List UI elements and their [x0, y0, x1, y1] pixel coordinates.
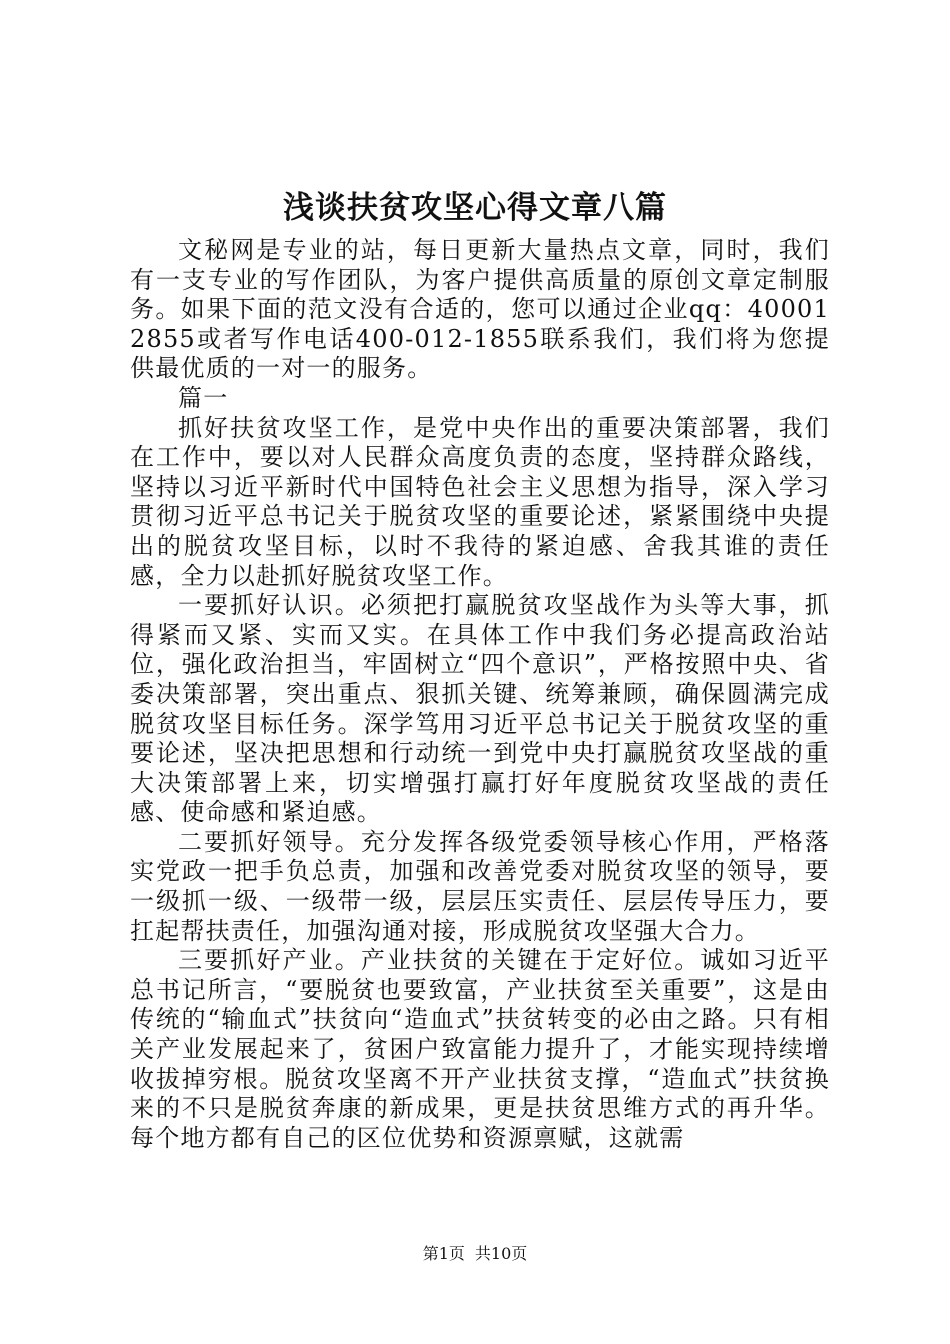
body-paragraph: 三要抓好产业。产业扶贫的关键在于定好位。诚如习近平总书记所言，“要脱贫也要致富，产业扶贫至关重要”，这是由传统的“输血式”扶贫向“造血式”扶贫转变的必由之路。只有相关产业发展起来了，贫困户致富能力提升了，才能实现持续增收拔掉穷根。脱贫攻坚离不开产业扶贫支撑，“造血式”扶贫换来的不只是脱贫奔康的新成果，更是扶贫思维方式的再升华。每个地方都有自己的区位优势和资源禀赋，这就需: [130, 946, 830, 1152]
page-footer: [0, 1243, 950, 1265]
body-paragraph: 二要抓好领导。充分发挥各级党委领导核心作用，严格落实党政一把手负总责，加强和改善党委对脱贫攻坚的领导，要一级抓一级、一级带一级，层层压实责任、层层传导压力，要扛起帮扶责任，加强沟通对接，形成脱贫攻坚强大合力。: [130, 827, 830, 945]
document-title: 浅谈扶贫攻坚心得文章八篇: [283, 190, 667, 226]
page-total: 共10页: [474, 1244, 528, 1263]
intro-paragraph: 文秘网是专业的站，每日更新大量热点文章，同时，我们有一支专业的写作团队，为客户提供高质量的原创文章定制服务。如果下面的范文没有合适的，您可以通过企业qq：400012855或者写作电话400-012-1855联系我们，我们将为您提供最优质的一对一的服务。: [130, 236, 830, 383]
body-paragraph: 抓好扶贫攻坚工作，是党中央作出的重要决策部署，我们在工作中，要以对人民群众高度负责的态度，坚持群众路线，坚持以习近平新时代中国特色社会主义思想为指导，深入学习贯彻习近平总书记关于脱贫攻坚的重要论述，紧紧围绕中央提出的脱贫攻坚目标，以时不我待的紧迫感、舍我其谁的责任感，全力以赴抓好脱贫攻坚工作。: [130, 413, 830, 590]
document-body: [130, 236, 830, 1153]
section-heading: 篇一: [178, 383, 229, 412]
body-paragraph: 一要抓好认识。必须把打赢脱贫攻坚战作为头等大事，抓得紧而又紧、实而又实。在具体工作中我们务必提高政治站位，强化政治担当，牢固树立“四个意识”，严格按照中央、省委决策部署，突出重点、狠抓关键、统筹兼顾，确保圆满完成脱贫攻坚目标任务。深学笃用习近平总书记关于脱贫攻坚的重要论述，坚决把思想和行动统一到党中央打赢脱贫攻坚战的重大决策部署上来，切实增强打赢打好年度脱贫攻坚战的责任感、使命感和紧迫感。: [130, 591, 830, 827]
page-number: 第1页: [422, 1244, 465, 1263]
